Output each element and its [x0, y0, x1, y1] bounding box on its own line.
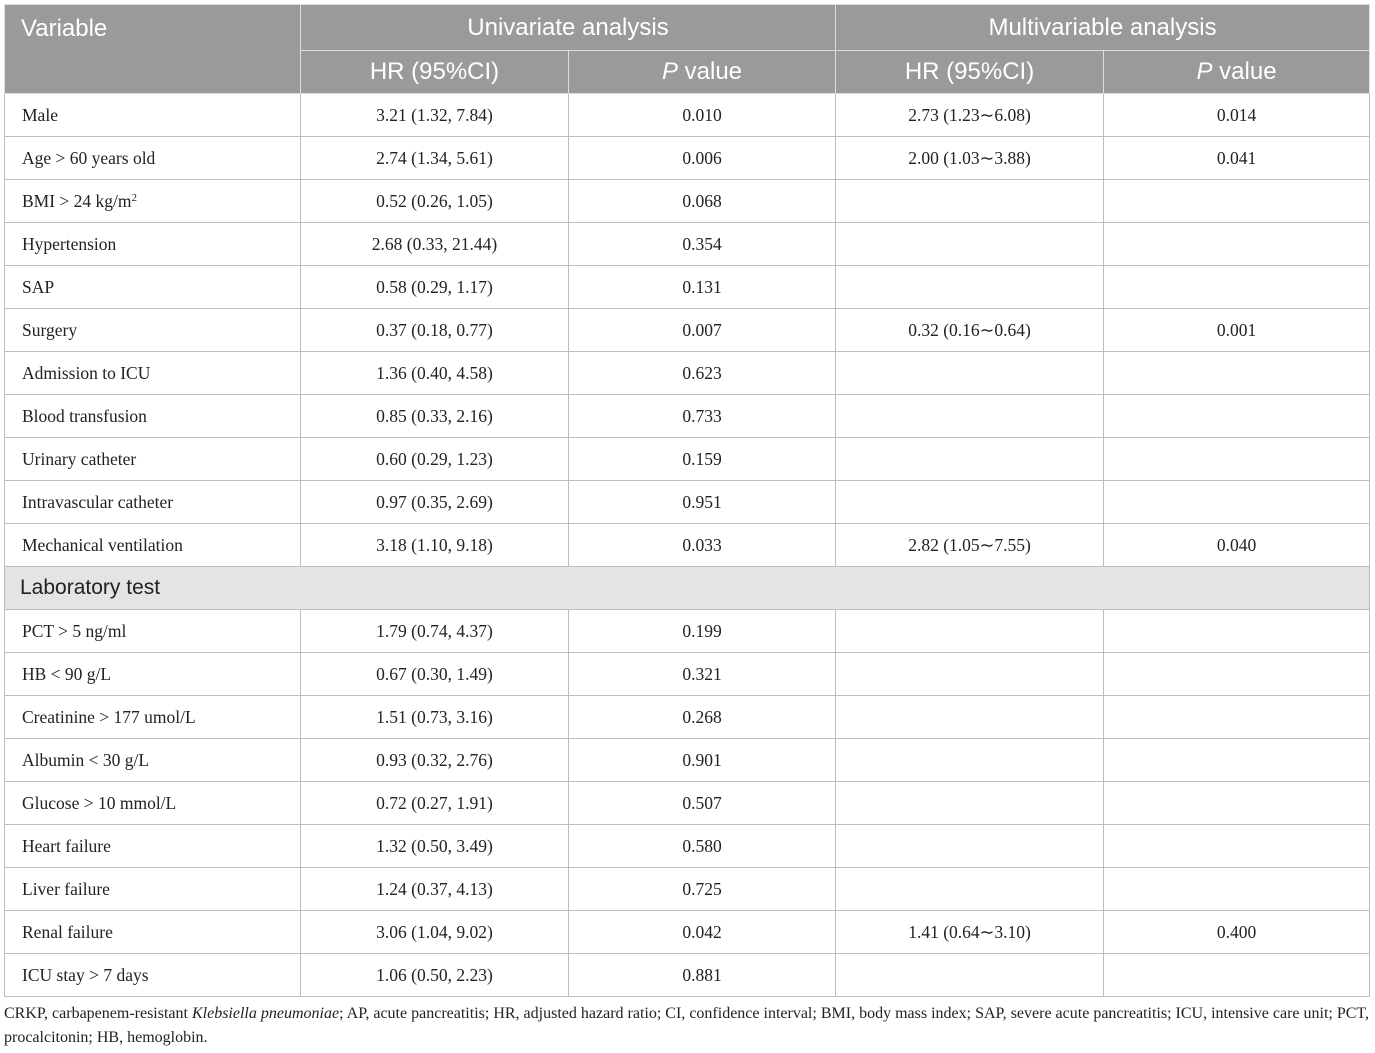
- cell-univariate-hr-text: 3.06 (1.04, 9.02): [376, 921, 493, 942]
- cell-univariate-p: [569, 868, 836, 911]
- table-row: [5, 395, 1370, 438]
- table-row: [5, 137, 1370, 180]
- cell-variable-text: Creatinine > 177 umol/L: [22, 706, 196, 727]
- cell-univariate-p-text: 0.010: [682, 104, 722, 125]
- cell-multivariable-p: [1104, 438, 1370, 481]
- cell-variable-text: Albumin < 30 g/L: [22, 749, 150, 770]
- cell-variable-text: Renal failure: [22, 921, 113, 942]
- cell-univariate-p-text: 0.623: [682, 362, 722, 383]
- cell-univariate-p-text: 0.042: [682, 921, 722, 942]
- cell-univariate-p: [569, 94, 836, 137]
- cell-multivariable-hr: [836, 739, 1104, 782]
- cell-variable: [5, 94, 301, 137]
- cell-univariate-hr-text: 0.58 (0.29, 1.17): [376, 276, 493, 297]
- table-row: [5, 696, 1370, 739]
- cell-univariate-hr-text: 0.85 (0.33, 2.16): [376, 405, 493, 426]
- cell-univariate-p-text: 0.354: [682, 233, 722, 254]
- cell-multivariable-hr: [836, 610, 1104, 653]
- cell-multivariable-p: [1104, 911, 1370, 954]
- cell-univariate-p: [569, 954, 836, 997]
- cell-variable: [5, 782, 301, 825]
- cell-variable-text: Hypertension: [22, 233, 117, 254]
- table-row: [5, 911, 1370, 954]
- cell-multivariable-p: [1104, 223, 1370, 266]
- cell-univariate-p-text: 0.507: [682, 792, 722, 813]
- cell-variable-text: Blood transfusion: [22, 405, 147, 426]
- cell-variable: [5, 954, 301, 997]
- cell-multivariable-p: [1104, 352, 1370, 395]
- cell-univariate-p: [569, 180, 836, 223]
- cell-variable: [5, 223, 301, 266]
- header-multi-p: P value: [1104, 51, 1370, 94]
- cell-multivariable-hr: [836, 825, 1104, 868]
- cell-univariate-hr-text: 1.06 (0.50, 2.23): [376, 964, 493, 985]
- cell-variable: [5, 180, 301, 223]
- cell-variable: [5, 868, 301, 911]
- cell-univariate-p: [569, 481, 836, 524]
- header-univariate: Univariate analysis: [301, 5, 836, 51]
- table-row: [5, 352, 1370, 395]
- results-table-container: [4, 4, 1369, 997]
- cell-multivariable-hr-text: 1.41 (0.64∼3.10): [908, 921, 1031, 942]
- cell-univariate-hr: [301, 954, 569, 997]
- cell-variable: [5, 395, 301, 438]
- cell-multivariable-hr-text: 0.32 (0.16∼0.64): [908, 319, 1031, 340]
- cell-univariate-hr: [301, 868, 569, 911]
- cell-univariate-hr: [301, 610, 569, 653]
- cell-univariate-p: [569, 266, 836, 309]
- table-row: [5, 610, 1370, 653]
- cell-multivariable-p-text: 0.014: [1216, 104, 1257, 125]
- cell-univariate-p-text: 0.881: [682, 964, 722, 985]
- cell-variable: [5, 309, 301, 352]
- table-row: [5, 653, 1370, 696]
- cell-univariate-p-text: 0.007: [682, 319, 722, 340]
- cell-multivariable-p: [1104, 868, 1370, 911]
- cell-variable-text: Male: [22, 104, 58, 125]
- section-label: Laboratory test: [5, 567, 1370, 610]
- cell-variable-text: Intravascular catheter: [22, 491, 174, 512]
- cell-univariate-p-text: 0.131: [682, 276, 722, 297]
- cell-multivariable-hr: [836, 395, 1104, 438]
- cell-variable-text: Age > 60 years old: [22, 147, 156, 168]
- table-row: [5, 180, 1370, 223]
- cell-multivariable-hr: [836, 309, 1104, 352]
- cell-univariate-hr-text: 1.79 (0.74, 4.37): [376, 620, 493, 641]
- cell-univariate-hr: [301, 94, 569, 137]
- cell-multivariable-hr-text: 2.73 (1.23∼6.08): [908, 104, 1031, 125]
- cell-univariate-hr-text: 1.32 (0.50, 3.49): [376, 835, 493, 856]
- cell-multivariable-p: [1104, 94, 1370, 137]
- cell-univariate-hr: [301, 825, 569, 868]
- table-row: [5, 954, 1370, 997]
- cell-multivariable-p: [1104, 610, 1370, 653]
- superscript: 2: [131, 191, 138, 204]
- cell-multivariable-p: [1104, 524, 1370, 567]
- cell-univariate-hr: [301, 653, 569, 696]
- cell-multivariable-p: [1104, 653, 1370, 696]
- cell-univariate-p: [569, 309, 836, 352]
- cell-univariate-p: [569, 223, 836, 266]
- cell-multivariable-hr: [836, 223, 1104, 266]
- cell-multivariable-hr: [836, 696, 1104, 739]
- cell-univariate-p: [569, 524, 836, 567]
- header-multivariable: Multivariable analysis: [836, 5, 1370, 51]
- cell-variable: [5, 266, 301, 309]
- cell-univariate-hr: [301, 438, 569, 481]
- cell-univariate-p: [569, 137, 836, 180]
- cell-univariate-p: [569, 782, 836, 825]
- cell-univariate-hr-text: 0.60 (0.29, 1.23): [376, 448, 493, 469]
- cell-multivariable-p: [1104, 782, 1370, 825]
- cell-multivariable-p-text: 0.400: [1216, 921, 1257, 942]
- cell-variable-text: PCT > 5 ng/ml: [22, 620, 127, 641]
- cell-multivariable-p-text: 0.001: [1216, 319, 1257, 340]
- cell-variable: [5, 739, 301, 782]
- cell-variable: [5, 696, 301, 739]
- cell-univariate-hr-text: 0.37 (0.18, 0.77): [376, 319, 493, 340]
- table-row: [5, 223, 1370, 266]
- cell-multivariable-hr: [836, 954, 1104, 997]
- cell-variable-text: BMI > 24 kg/m: [22, 190, 132, 211]
- cell-multivariable-p: [1104, 180, 1370, 223]
- cell-variable-text: Surgery: [22, 319, 78, 340]
- cell-multivariable-p: [1104, 266, 1370, 309]
- cell-univariate-hr: [301, 524, 569, 567]
- header-multi-hr: HR (95%CI): [836, 51, 1104, 94]
- cell-univariate-hr: [301, 696, 569, 739]
- cell-multivariable-hr: [836, 180, 1104, 223]
- cell-variable-text: ICU stay > 7 days: [22, 964, 149, 985]
- cell-variable-text: Urinary catheter: [22, 448, 137, 469]
- section-row-laboratory-test: [5, 567, 1370, 610]
- cell-univariate-p-text: 0.951: [682, 491, 722, 512]
- cell-multivariable-hr: [836, 438, 1104, 481]
- table-row: [5, 782, 1370, 825]
- cell-univariate-hr-text: 0.67 (0.30, 1.49): [376, 663, 493, 684]
- cell-multivariable-p-text: 0.041: [1216, 147, 1257, 168]
- cell-variable: [5, 653, 301, 696]
- table-header: [5, 5, 1370, 94]
- header-uni-hr: HR (95%CI): [301, 51, 569, 94]
- cell-multivariable-p: [1104, 481, 1370, 524]
- cell-univariate-p-text: 0.580: [682, 835, 722, 856]
- cell-univariate-p: [569, 825, 836, 868]
- cell-multivariable-hr: [836, 266, 1104, 309]
- cell-univariate-hr-text: 1.24 (0.37, 4.13): [376, 878, 493, 899]
- cell-variable: [5, 137, 301, 180]
- hazard-ratio-table: [4, 4, 1370, 997]
- cell-variable: [5, 911, 301, 954]
- cell-univariate-p-text: 0.068: [682, 190, 722, 211]
- cell-multivariable-hr-text: 2.82 (1.05∼7.55): [908, 534, 1031, 555]
- cell-univariate-hr: [301, 180, 569, 223]
- cell-univariate-hr: [301, 739, 569, 782]
- cell-multivariable-p: [1104, 954, 1370, 997]
- cell-univariate-hr-text: 1.36 (0.40, 4.58): [376, 362, 493, 383]
- cell-variable: [5, 352, 301, 395]
- cell-univariate-p-text: 0.199: [682, 620, 722, 641]
- cell-univariate-hr-text: 1.51 (0.73, 3.16): [376, 706, 493, 727]
- table-row: [5, 524, 1370, 567]
- cell-univariate-hr: [301, 309, 569, 352]
- cell-univariate-p: [569, 352, 836, 395]
- cell-multivariable-p: [1104, 696, 1370, 739]
- cell-univariate-p: [569, 739, 836, 782]
- cell-univariate-p: [569, 696, 836, 739]
- table-row: [5, 739, 1370, 782]
- cell-multivariable-hr: [836, 481, 1104, 524]
- cell-univariate-hr-text: 3.18 (1.10, 9.18): [376, 534, 493, 555]
- cell-univariate-hr-text: 0.52 (0.26, 1.05): [376, 190, 493, 211]
- cell-univariate-p-text: 0.901: [682, 749, 722, 770]
- cell-univariate-p: [569, 438, 836, 481]
- cell-variable: [5, 524, 301, 567]
- cell-multivariable-hr: [836, 782, 1104, 825]
- cell-variable: [5, 610, 301, 653]
- cell-variable: [5, 438, 301, 481]
- table-body: [5, 94, 1370, 997]
- header-uni-p: P value: [569, 51, 836, 94]
- cell-multivariable-hr: [836, 137, 1104, 180]
- cell-univariate-hr: [301, 481, 569, 524]
- cell-univariate-p: [569, 653, 836, 696]
- cell-variable-text: Liver failure: [22, 878, 110, 899]
- table-row: [5, 825, 1370, 868]
- cell-multivariable-p: [1104, 309, 1370, 352]
- cell-variable-text: Mechanical ventilation: [22, 534, 183, 555]
- table-row: [5, 868, 1370, 911]
- cell-multivariable-p: [1104, 395, 1370, 438]
- cell-multivariable-hr: [836, 868, 1104, 911]
- cell-univariate-hr: [301, 395, 569, 438]
- table-row: [5, 481, 1370, 524]
- cell-multivariable-hr: [836, 94, 1104, 137]
- cell-univariate-hr: [301, 223, 569, 266]
- cell-univariate-hr-text: 0.97 (0.35, 2.69): [376, 491, 493, 512]
- header-variable: Variable: [5, 5, 301, 94]
- cell-variable-text: Heart failure: [22, 835, 111, 856]
- cell-univariate-p: [569, 911, 836, 954]
- cell-univariate-p-text: 0.725: [682, 878, 722, 899]
- cell-univariate-hr: [301, 911, 569, 954]
- cell-variable-text: SAP: [22, 276, 55, 297]
- cell-univariate-hr-text: 0.93 (0.32, 2.76): [376, 749, 493, 770]
- cell-multivariable-hr: [836, 352, 1104, 395]
- cell-multivariable-hr: [836, 653, 1104, 696]
- cell-univariate-hr-text: 3.21 (1.32, 7.84): [376, 104, 493, 125]
- table-footnote: CRKP, carbapenem-resistant Klebsiella pneumoniae; AP, acute pancreatitis; HR, adjusted hazard ratio; CI, confidence interval; BMI, body mass index; SAP, severe acute pancreatitis; ICU, intensive care unit; PCT, procalcitonin; HB, hemoglobin.: [4, 1005, 1370, 1046]
- cell-univariate-p-text: 0.033: [682, 534, 722, 555]
- cell-univariate-p-text: 0.006: [682, 147, 722, 168]
- cell-multivariable-p-text: 0.040: [1216, 534, 1257, 555]
- table-row: [5, 309, 1370, 352]
- cell-variable: [5, 481, 301, 524]
- cell-multivariable-p: [1104, 739, 1370, 782]
- cell-univariate-hr: [301, 782, 569, 825]
- cell-multivariable-p: [1104, 137, 1370, 180]
- cell-univariate-hr-text: 2.74 (1.34, 5.61): [376, 147, 493, 168]
- table-row: [5, 94, 1370, 137]
- cell-univariate-p-text: 0.321: [682, 663, 722, 684]
- cell-univariate-p: [569, 395, 836, 438]
- cell-multivariable-p: [1104, 825, 1370, 868]
- cell-univariate-hr: [301, 266, 569, 309]
- cell-multivariable-hr-text: 2.00 (1.03∼3.88): [908, 147, 1031, 168]
- cell-variable-text: Admission to ICU: [22, 362, 151, 383]
- cell-variable: [5, 825, 301, 868]
- table-row: [5, 438, 1370, 481]
- cell-variable-text: Glucose > 10 mmol/L: [22, 792, 177, 813]
- cell-variable-text: HB < 90 g/L: [22, 663, 112, 684]
- cell-univariate-hr-text: 2.68 (0.33, 21.44): [371, 233, 498, 254]
- cell-univariate-p-text: 0.159: [682, 448, 722, 469]
- cell-univariate-p-text: 0.268: [682, 706, 722, 727]
- cell-univariate-p-text: 0.733: [682, 405, 722, 426]
- cell-univariate-hr: [301, 352, 569, 395]
- cell-univariate-hr: [301, 137, 569, 180]
- cell-multivariable-hr: [836, 911, 1104, 954]
- cell-multivariable-hr: [836, 524, 1104, 567]
- cell-univariate-hr-text: 0.72 (0.27, 1.91): [376, 792, 493, 813]
- table-row: [5, 266, 1370, 309]
- cell-univariate-p: [569, 610, 836, 653]
